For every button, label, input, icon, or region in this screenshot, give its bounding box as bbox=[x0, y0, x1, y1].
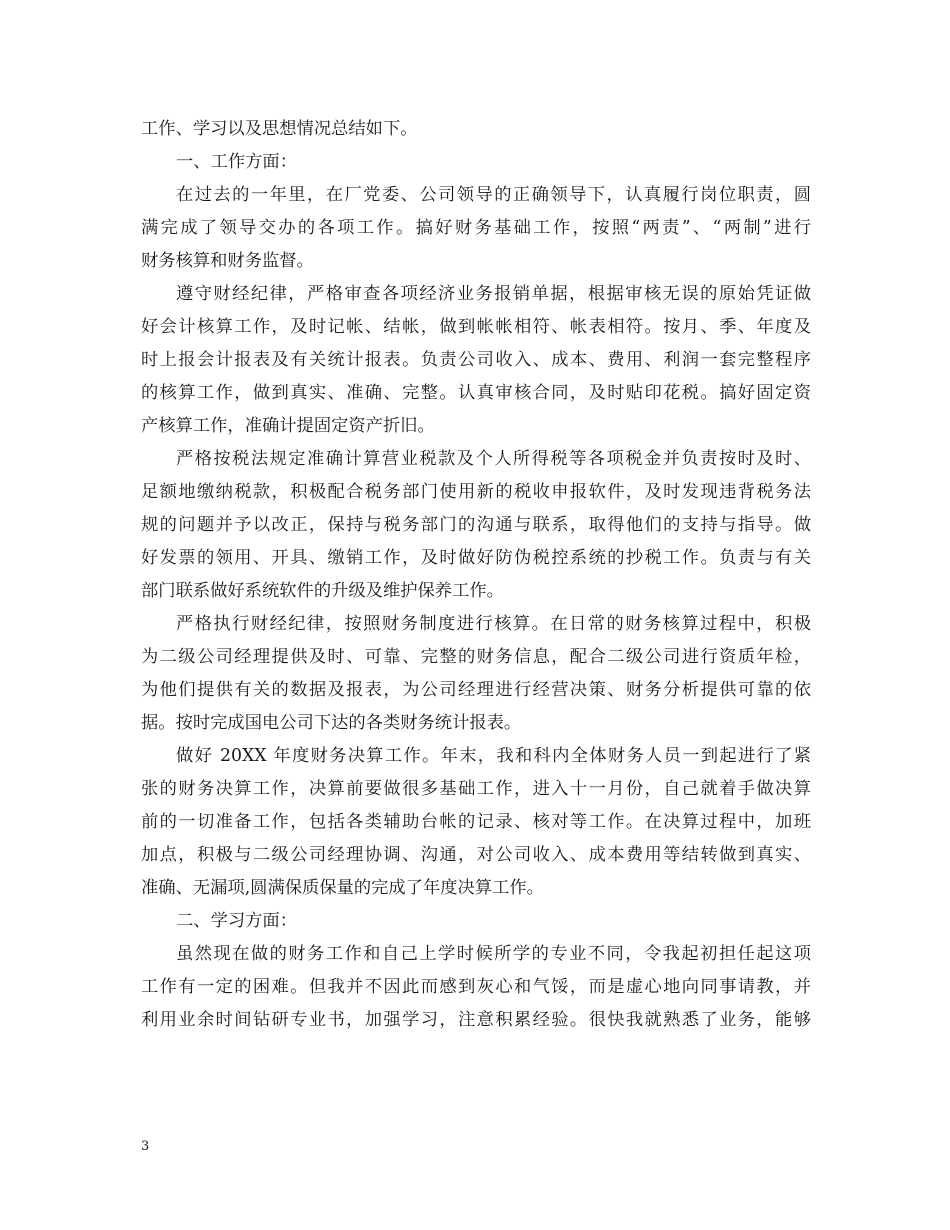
text-line: 遵守财经纪律，严格审查各项经济业务报销单据，根据审核无误的原始凭证做 bbox=[176, 284, 811, 304]
text-line: 据。按时完成国电公司下达的各类财务统计报表。 bbox=[141, 713, 522, 733]
text-line: 在过去的一年里，在厂党委、公司领导的正确领导下，认真履行岗位职责，圆 bbox=[176, 185, 811, 205]
text-line: 二、学习方面： bbox=[176, 911, 297, 931]
text-line: 一、工作方面： bbox=[176, 152, 297, 172]
text-line: 利用业余时间钻研专业书，加强学习，注意积累经验。很快我就熟悉了业务，能够 bbox=[141, 1010, 811, 1030]
text-line: 规的问题并予以改正，保持与税务部门的沟通与联系，取得他们的支持与指导。做 bbox=[141, 515, 811, 535]
document-body bbox=[141, 113, 811, 1037]
text-line: 工作有一定的困难。但我并不因此而感到灰心和气馁，而是虚心地向同事请教，并 bbox=[141, 977, 811, 997]
text-line: 部门联系做好系统软件的升级及维护保养工作。 bbox=[141, 581, 504, 601]
text-line: 虽然现在做的财务工作和自己上学时候所学的专业不同，令我起初担任起这项 bbox=[176, 944, 811, 964]
text-line: 时上报会计报表及有关统计报表。负责公司收入、成本、费用、利润一套完整程序 bbox=[141, 350, 811, 370]
text-line: 准确、无漏项,圆满保质保量的完成了年度决算工作。 bbox=[141, 878, 544, 898]
text-line: 足额地缴纳税款，积极配合税务部门使用新的税收申报软件，及时发现违背税务法 bbox=[141, 482, 811, 502]
text-line: 严格执行财经纪律，按照财务制度进行核算。在日常的财务核算过程中，积极 bbox=[176, 614, 811, 634]
text-line: 前的一切准备工作，包括各类辅助台帐的记录、核对等工作。在决算过程中，加班 bbox=[141, 812, 811, 832]
text-line: 好发票的领用、开具、缴销工作，及时做好防伪税控系统的抄税工作。负责与有关 bbox=[141, 548, 811, 568]
text-line: 的核算工作，做到真实、准确、完整。认真审核合同，及时贴印花税。搞好固定资 bbox=[141, 383, 811, 403]
text-line: 产核算工作，准确计提固定资产折旧。 bbox=[141, 416, 435, 436]
text-line: 为他们提供有关的数据及报表，为公司经理进行经营决策、财务分析提供可靠的依 bbox=[141, 680, 811, 700]
text-line: 财务核算和财务监督。 bbox=[141, 251, 314, 271]
page-number: 3 bbox=[141, 1139, 150, 1154]
text-line: 好会计核算工作，及时记帐、结帐，做到帐帐相符、帐表相符。按月、季、年度及 bbox=[141, 317, 811, 337]
text-line: 加点，积极与二级公司经理协调、沟通，对公司收入、成本费用等结转做到真实、 bbox=[141, 845, 811, 865]
text-line: 工作、学习以及思想情况总结如下。 bbox=[141, 119, 418, 139]
text-line: 张的财务决算工作，决算前要做很多基础工作，进入十一月份，自己就着手做决算 bbox=[141, 779, 811, 799]
text-line: 严格按税法规定准确计算营业税款及个人所得税等各项税金并负责按时及时、 bbox=[176, 449, 811, 469]
text-line: 为二级公司经理提供及时、可靠、完整的财务信息，配合二级公司进行资质年检， bbox=[141, 647, 811, 667]
text-line: 做好 20XX 年度财务决算工作。年末，我和科内全体财务人员一到起进行了紧 bbox=[176, 746, 811, 766]
text-line: 满完成了领导交办的各项工作。搞好财务基础工作，按照“两责”、“两制”进行 bbox=[141, 218, 811, 238]
